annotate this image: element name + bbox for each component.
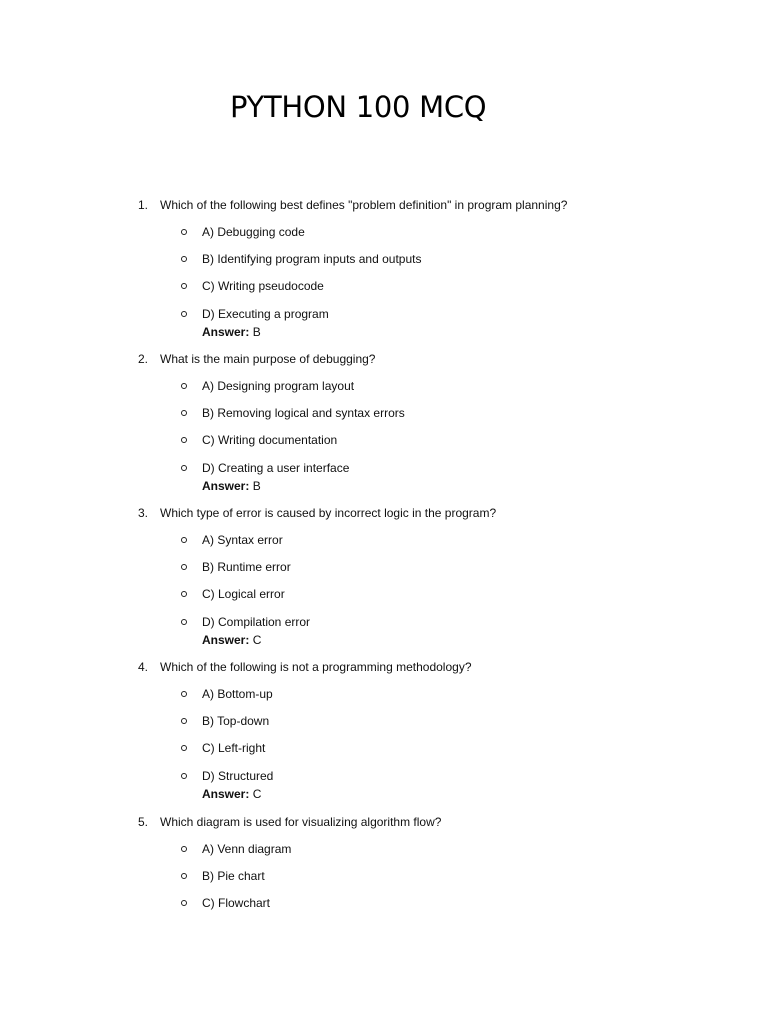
option-item bbox=[0, 279, 768, 293]
question-number: 1. bbox=[138, 198, 149, 212]
circle-bullet-icon bbox=[181, 745, 187, 751]
option-item bbox=[0, 687, 768, 701]
circle-bullet-icon bbox=[181, 383, 187, 389]
circle-bullet-icon bbox=[181, 564, 187, 570]
option-text: C) Writing documentation bbox=[202, 433, 338, 447]
option-text: C) Writing pseudocode bbox=[202, 279, 324, 293]
answer-label: Answer: bbox=[202, 633, 250, 647]
answer-line bbox=[202, 633, 261, 647]
question-text: Which of the following is not a programming methodology? bbox=[160, 660, 472, 674]
answer-line bbox=[202, 787, 261, 801]
option-text: C) Flowchart bbox=[202, 896, 271, 910]
option-item bbox=[0, 533, 768, 547]
question-number: 2. bbox=[138, 352, 149, 366]
circle-bullet-icon bbox=[181, 229, 187, 235]
option-item bbox=[0, 406, 768, 420]
answer-value: C bbox=[252, 633, 262, 647]
answer-line bbox=[202, 325, 261, 339]
circle-bullet-icon bbox=[181, 846, 187, 852]
circle-bullet-icon bbox=[181, 900, 187, 906]
option-text: A) Venn diagram bbox=[202, 842, 292, 856]
answer-value: B bbox=[252, 479, 261, 493]
option-item bbox=[0, 252, 768, 266]
circle-bullet-icon bbox=[181, 256, 187, 262]
option-item bbox=[0, 461, 768, 475]
option-text: B) Identifying program inputs and outputs bbox=[202, 252, 422, 266]
option-text: A) Designing program layout bbox=[202, 379, 355, 393]
option-text: B) Top-down bbox=[202, 714, 270, 728]
option-item bbox=[0, 896, 768, 910]
circle-bullet-icon bbox=[181, 873, 187, 879]
option-item bbox=[0, 741, 768, 755]
circle-bullet-icon bbox=[181, 465, 187, 471]
circle-bullet-icon bbox=[181, 773, 187, 779]
answer-label: Answer: bbox=[202, 479, 250, 493]
option-item bbox=[0, 615, 768, 629]
option-text: A) Bottom-up bbox=[202, 687, 273, 701]
question-text: Which diagram is used for visualizing algorithm flow? bbox=[160, 815, 442, 829]
circle-bullet-icon bbox=[181, 537, 187, 543]
option-text: C) Left-right bbox=[202, 741, 266, 755]
question-number: 4. bbox=[138, 660, 149, 674]
answer-line bbox=[202, 479, 261, 493]
circle-bullet-icon bbox=[181, 691, 187, 697]
option-item bbox=[0, 769, 768, 783]
question-text: Which type of error is caused by incorrect logic in the program? bbox=[160, 506, 497, 520]
option-item bbox=[0, 587, 768, 601]
option-text: B) Pie chart bbox=[202, 869, 265, 883]
question-text: What is the main purpose of debugging? bbox=[160, 352, 376, 366]
circle-bullet-icon bbox=[181, 283, 187, 289]
option-text: B) Removing logical and syntax errors bbox=[202, 406, 405, 420]
option-text: B) Runtime error bbox=[202, 560, 291, 574]
answer-value: C bbox=[252, 787, 262, 801]
option-item bbox=[0, 842, 768, 856]
circle-bullet-icon bbox=[181, 311, 187, 317]
answer-label: Answer: bbox=[202, 325, 250, 339]
question-number: 5. bbox=[138, 815, 149, 829]
option-text: D) Compilation error bbox=[202, 615, 311, 629]
option-item bbox=[0, 714, 768, 728]
circle-bullet-icon bbox=[181, 437, 187, 443]
question-number: 3. bbox=[138, 506, 149, 520]
option-text: C) Logical error bbox=[202, 587, 285, 601]
option-item bbox=[0, 869, 768, 883]
circle-bullet-icon bbox=[181, 591, 187, 597]
option-text: D) Structured bbox=[202, 769, 274, 783]
circle-bullet-icon bbox=[181, 410, 187, 416]
question-text: Which of the following best defines "problem definition" in program planning? bbox=[160, 198, 568, 212]
option-item bbox=[0, 225, 768, 239]
answer-label: Answer: bbox=[202, 787, 250, 801]
option-item bbox=[0, 379, 768, 393]
option-text: D) Creating a user interface bbox=[202, 461, 350, 475]
page-title: PYTHON 100 MCQ bbox=[230, 90, 487, 124]
option-text: A) Debugging code bbox=[202, 225, 305, 239]
circle-bullet-icon bbox=[181, 619, 187, 625]
option-item bbox=[0, 560, 768, 574]
answer-value: B bbox=[252, 325, 261, 339]
option-text: D) Executing a program bbox=[202, 307, 329, 321]
circle-bullet-icon bbox=[181, 718, 187, 724]
option-text: A) Syntax error bbox=[202, 533, 283, 547]
option-item bbox=[0, 307, 768, 321]
option-item bbox=[0, 433, 768, 447]
